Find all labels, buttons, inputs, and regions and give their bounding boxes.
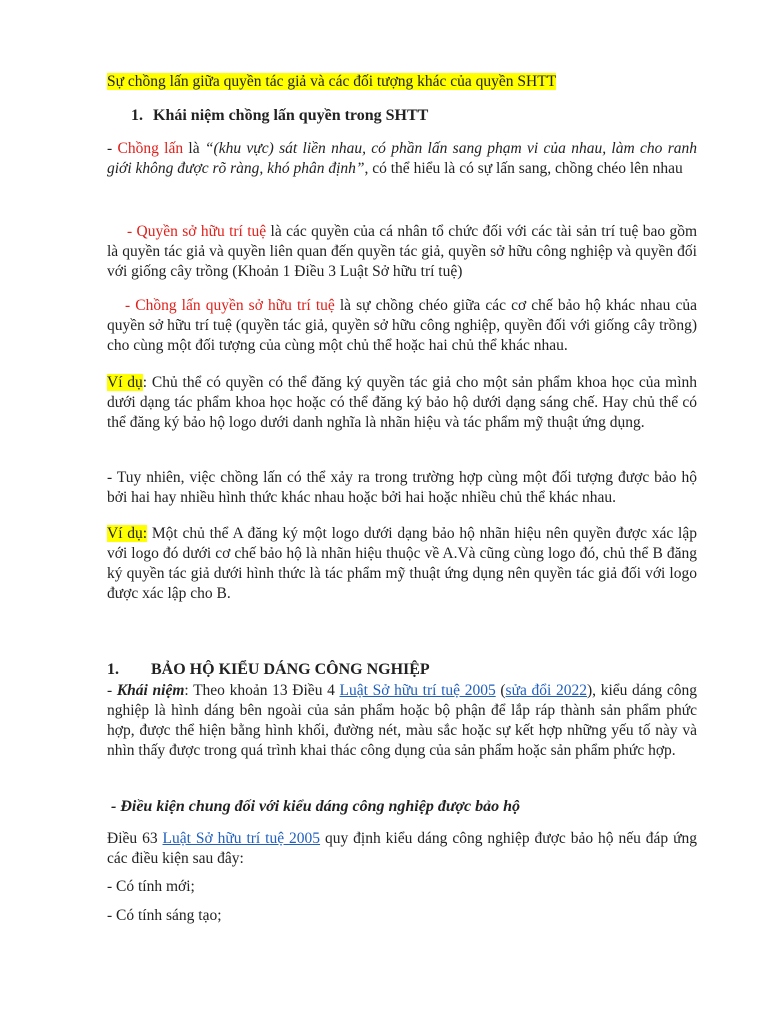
text: quy định kiểu dáng công nghiệp được bảo hộ nếu đáp ứng các điều kiện sau đây: (107, 830, 697, 867)
text: : Chủ thể có quyền có thể đăng ký quyền tác giả cho một sản phẩm khoa học của mình dưới dạng tác phẩm khoa học hoặc có thể đăng ký bảo hộ dưới dạng sáng chế. Hay chủ thể có thể đăng ký bảo hộ logo dưới danh nghĩa là nhãn hiệu và tác phẩm mỹ thuật ứng dụng. (107, 374, 698, 431)
paragraph-example-2 (107, 524, 697, 604)
text: Điều 63 (107, 830, 163, 847)
link-amendment-2022[interactable]: sửa đổi 2022 (505, 682, 587, 699)
section2-title: BẢO HỘ KIỂU DÁNG CÔNG NGHIỆP (151, 661, 430, 678)
text: : Theo khoản 13 Điều 4 (184, 682, 340, 699)
text: - Tuy nhiên, việc chồng lấn có thể xảy ra trong trường hợp cùng một đối tượng được bảo hộ bởi hai hay nhiều hình thức khác nhau hoặc bởi hai hoặc nhiều chủ thể khác nhau. (107, 469, 697, 506)
text: - Có tính mới; (107, 878, 195, 895)
document-title (107, 72, 697, 92)
dash: - (107, 140, 118, 157)
dash: - (107, 682, 117, 699)
text: , có thể hiểu là có sự lấn sang, chồng chéo lên nhau (364, 160, 683, 177)
text: Một chủ thể A đăng ký một logo dưới dạng bảo hộ nhãn hiệu nên quyền được xác lập với logo đó dưới cơ chế bảo hộ là nhãn hiệu thuộc về A.Và cũng cùng logo đó, chủ thể B đăng ký quyền tác giả dưới hình thức là tác phẩm mỹ thuật ứng dụng nên quyền tác giả đối với logo được xác lập cho B. (107, 525, 697, 602)
term-khai-niem: Khái niệm (116, 682, 185, 699)
paragraph-industrial-design-definition (107, 681, 697, 761)
paragraph-article-63 (107, 829, 697, 869)
text: là (183, 140, 205, 157)
section1-heading (131, 106, 721, 126)
quote: “(khu vực) sát liền nhau, có phần lấn sang phạm vi của nhau, làm cho ranh giới không được rõ ràng, khó phân định” (107, 140, 697, 177)
paragraph-overlap-cases (107, 468, 697, 508)
section2-heading (107, 660, 697, 680)
example-label: Ví dụ (107, 374, 143, 391)
paragraph-definition-ip-rights (107, 222, 697, 282)
example-label: Ví dụ: (107, 525, 148, 542)
paragraph-definition-chong-lan (107, 139, 697, 179)
text: - Điều kiện chung đối với kiểu dáng công nghiệp được bảo hộ (111, 798, 521, 815)
condition-creativity (107, 906, 697, 926)
link-ip-law-2005[interactable]: Luật Sở hữu trí tuệ 2005 (339, 682, 496, 699)
term-chong-lan: Chồng lấn (117, 140, 184, 157)
section1-number: 1. (131, 107, 143, 124)
condition-novelty (107, 877, 697, 897)
text: là sự chồng chéo giữa các cơ chế bảo hộ khác nhau của quyền sở hữu trí tuệ (quyền tác giả, quyền sở hữu công nghiệp, quyền đối với giống cây trồng) cho cùng một đối tượng của cùng một chủ thể hoặc hai chủ thể khác nhau. (107, 297, 697, 354)
term-ip-rights: - Quyền sở hữu trí tuệ (127, 223, 267, 240)
section1-title: Khái niệm chồng lấn quyền trong SHTT (153, 107, 429, 124)
text: ), kiểu dáng công nghiệp là hình dáng bên ngoài của sản phẩm hoặc bộ phận để lắp ráp thành sản phẩm phức hợp, được thể hiện bằng hình khối, đường nét, màu sắc hoặc sự kết hợp những yếu tố này và nhìn thấy được trong quá trình khai thác công dụng của sản phẩm hoặc sản phẩm phức hợp. (107, 682, 697, 759)
text: là các quyền của cá nhân tổ chức đối với các tài sản trí tuệ bao gồm là quyền tác giả và quyền liên quan đến quyền tác giả, quyền sở hữu công nghiệp và quyền đối với giống cây trồng (Khoản 1 Điều 3 Luật Sở hữu trí tuệ) (107, 223, 697, 280)
text: - Có tính sáng tạo; (107, 907, 222, 924)
term-ip-overlap: - Chồng lấn quyền sở hữu trí tuệ (125, 297, 335, 314)
section2-number: 1. (107, 661, 119, 678)
paragraph-definition-ip-overlap (107, 296, 697, 356)
title-highlight: Sự chồng lấn giữa quyền tác giả và các đối tượng khác của quyền SHTT (107, 73, 557, 90)
link-ip-law-2005-article-63[interactable]: Luật Sở hữu trí tuệ 2005 (162, 830, 321, 847)
text: ( (495, 682, 506, 699)
subheading-protection-conditions (111, 797, 701, 817)
paragraph-example-1 (107, 373, 697, 433)
